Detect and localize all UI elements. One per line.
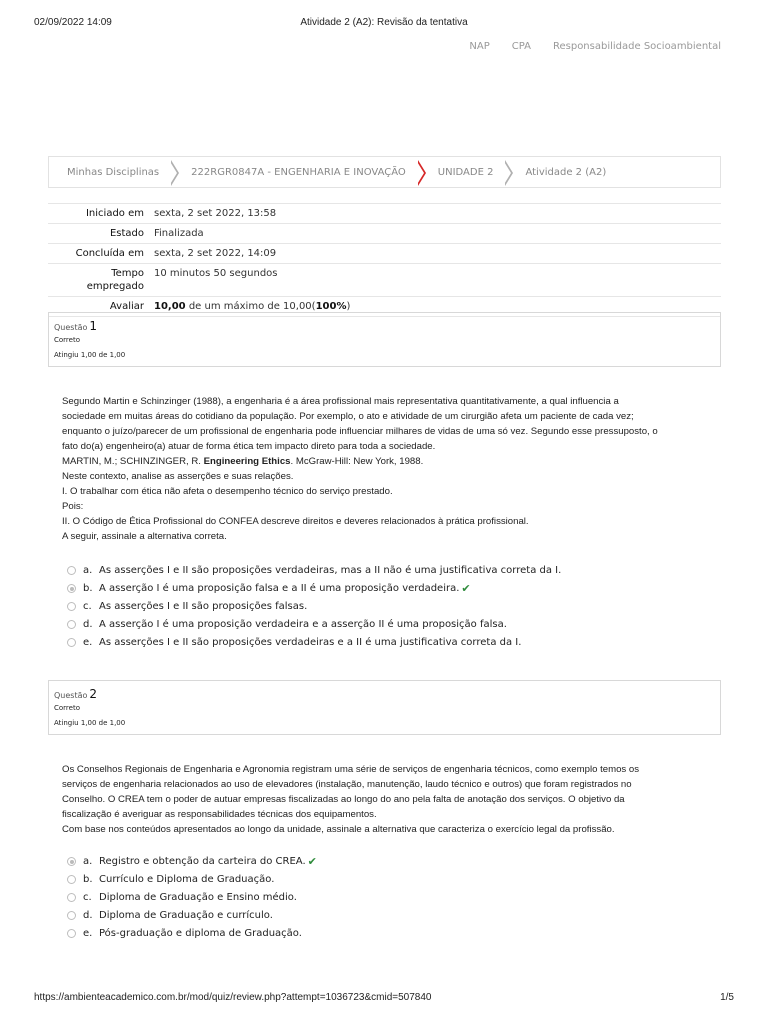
attempt-summary-table xyxy=(48,203,721,317)
completed-label: Concluída em xyxy=(48,244,150,264)
answer-option[interactable]: e. Pós-graduação e diploma de Graduação. xyxy=(67,924,317,942)
grade-value: 10,00 de um máximo de 10,00(100%) xyxy=(150,297,721,317)
page-number: 1/5 xyxy=(720,992,734,1003)
print-title: Atividade 2 (A2): Revisão da tentativa xyxy=(300,17,468,28)
state-label: Estado xyxy=(48,224,150,244)
question-1-text: Segundo Martin e Schinzinger (1988), a engenharia é a área profissional mais representativa quantitativamente, a qual influencia a sociedade em muitas áreas do cotidiano da população. Por exemplo, o ato e atividade de um cirurgião afeta um paciente de cada vez; enquanto o juízo/parecer de um profissional de engenharia pode influenciar milhares de vidas de uma só vez. Segundo esse pressuposto, o fato do(a) engenheiro(a) atuar de forma ética tem impacto direto para toda a sociedade. MARTIN, M.; SCHINZINGER, R. Engineering Ethics. McGraw-Hill: New York, 1988. Neste contexto, analise as asserções e suas relações. I. O trabalhar com ética não afeta o desempenho técnico do serviço prestado. Pois: II. O Código de Ética Profissional do CONFEA descreve direitos e deveres relacionados à prática profissional. A seguir, assinale a alternativa correta. xyxy=(62,394,714,544)
breadcrumb-unidade[interactable]: UNIDADE 2 xyxy=(422,157,510,187)
radio-button[interactable] xyxy=(67,911,76,920)
answer-option[interactable]: c. Diploma de Graduação e Ensino médio. xyxy=(67,889,317,907)
checkmark-icon: ✔ xyxy=(307,855,317,869)
nav-link-responsabilidade[interactable]: Responsabilidade Socioambiental xyxy=(552,41,721,52)
answer-option-selected[interactable]: b. A asserção I é uma proposição falsa e a II é uma proposição verdadeira. ✔ xyxy=(67,580,561,598)
breadcrumb-course[interactable]: 222RGR0847A - ENGENHARIA E INOVAÇÃO xyxy=(175,157,422,187)
radio-button[interactable] xyxy=(67,620,76,629)
time-value: 10 minutos 50 segundos xyxy=(150,264,721,297)
answer-option[interactable]: d. Diploma de Graduação e currículo. xyxy=(67,906,317,924)
started-label: Iniciado em xyxy=(48,204,150,224)
nav-link-cpa[interactable]: CPA xyxy=(511,41,531,52)
radio-button-checked[interactable] xyxy=(67,584,76,593)
answer-option[interactable]: b. Currículo e Diploma de Graduação. xyxy=(67,871,317,889)
radio-button[interactable] xyxy=(67,638,76,647)
radio-button[interactable] xyxy=(67,875,76,884)
started-value: sexta, 2 set 2022, 13:58 xyxy=(150,204,721,224)
page-url: https://ambienteacademico.com.br/mod/quiz/review.php?attempt=1036723&cmid=507840 xyxy=(34,992,432,1003)
answer-option[interactable]: c. As asserções I e II são proposições falsas. xyxy=(67,598,561,616)
print-footer xyxy=(34,992,734,1004)
radio-button[interactable] xyxy=(67,566,76,575)
state-value: Finalizada xyxy=(150,224,721,244)
checkmark-icon: ✔ xyxy=(461,582,471,596)
print-date: 02/09/2022 14:09 xyxy=(34,17,112,28)
print-header xyxy=(34,17,734,31)
question-1-info xyxy=(48,312,721,367)
question-number: Questão 2 xyxy=(54,687,98,701)
question-2-text: Os Conselhos Regionais de Engenharia e Agronomia registram uma série de serviços de engenharia técnicos, como exemplo temos os serviços de engenharia relacionados ao uso de elevadores (instalação, manutenção, laudo técnico e outros) que foram registrados no Conselho. O CREA tem o poder de autuar empresas fiscalizadas ao longo do ano pela falta de anotação dos serviços. O objetivo da fiscalização é averiguar as responsabilidades técnicas dos equipamentos. Com base nos conteúdos apresentados ao longo da unidade, assinale a alternativa que caracteriza o exercício legal da profissão. xyxy=(62,764,639,835)
summary-row-time xyxy=(48,264,721,297)
nav-link-nap[interactable]: NAP xyxy=(469,41,490,52)
question-state: Correto xyxy=(54,704,80,712)
summary-row-started xyxy=(48,204,721,224)
reference: MARTIN, M.; SCHINZINGER, R. Engineering Ethics. McGraw-Hill: New York, 1988. xyxy=(62,456,424,467)
radio-button[interactable] xyxy=(67,929,76,938)
question-number: Questão 1 xyxy=(54,319,98,333)
completed-value: sexta, 2 set 2022, 14:09 xyxy=(150,244,721,264)
summary-row-completed xyxy=(48,244,721,264)
radio-button[interactable] xyxy=(67,893,76,902)
grade-label: Avaliar xyxy=(48,297,150,317)
question-grade: Atingiu 1,00 de 1,00 xyxy=(54,351,126,359)
question-1-answers xyxy=(67,562,561,651)
radio-button-checked[interactable] xyxy=(67,857,76,866)
answer-option[interactable]: e. As asserções I e II são proposições verdadeiras e a II é uma justificativa correta da I. xyxy=(67,633,561,651)
breadcrumb xyxy=(48,156,721,188)
time-label: Tempo empregado xyxy=(48,264,150,297)
question-grade: Atingiu 1,00 de 1,00 xyxy=(54,719,126,727)
answer-option-selected[interactable]: a. Registro e obtenção da carteira do CREA. ✔ xyxy=(67,853,317,871)
answer-option[interactable]: d. A asserção I é uma proposição verdadeira e a asserção II é uma proposição falsa. xyxy=(67,615,561,633)
top-nav xyxy=(469,41,721,52)
question-state: Correto xyxy=(54,336,80,344)
question-2-info xyxy=(48,680,721,735)
summary-row-state xyxy=(48,224,721,244)
breadcrumb-activity[interactable]: Atividade 2 (A2) xyxy=(525,166,607,178)
radio-button[interactable] xyxy=(67,602,76,611)
question-2-answers xyxy=(67,853,317,942)
breadcrumb-minhas-disciplinas[interactable]: Minhas Disciplinas xyxy=(49,157,175,187)
answer-option[interactable]: a. As asserções I e II são proposições verdadeiras, mas a II não é uma justificativa correta da I. xyxy=(67,562,561,580)
